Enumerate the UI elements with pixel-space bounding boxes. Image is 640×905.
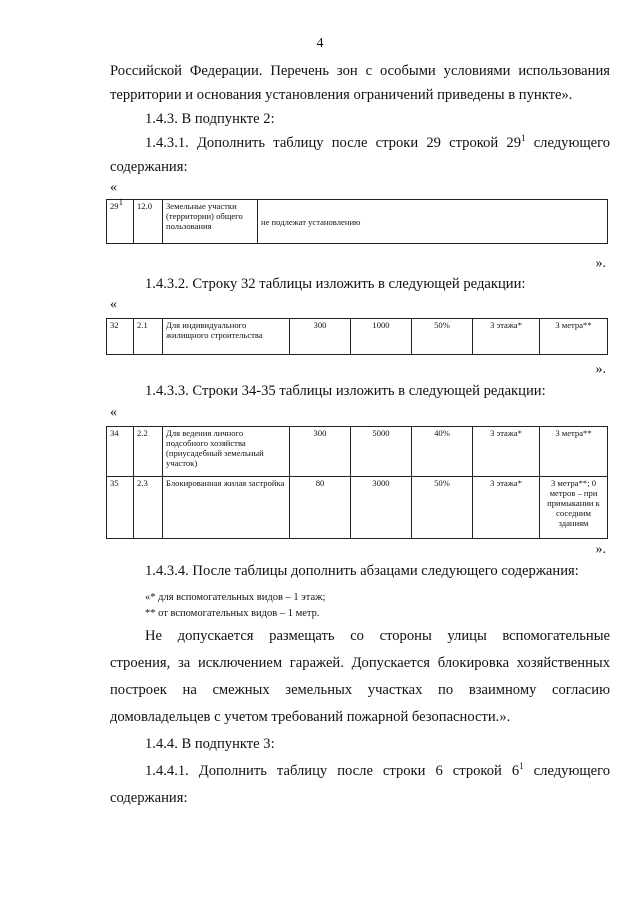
- paragraph-line: 1.4.4.1. Дополнить таблицу после строки 6 строкой $6^1$ следующего: [145, 761, 610, 779]
- table-cell-percent: 50%: [412, 477, 473, 539]
- table-cell-num: 34: [107, 427, 134, 477]
- paragraph-line: 1.4.3.1. Дополнить таблицу после строки 29 строкой $29^1$ следующего: [145, 133, 610, 151]
- quote-open: «: [110, 405, 117, 420]
- paragraph-line: Не допускается размещать со стороны улицы вспомогательные: [145, 628, 610, 644]
- table-cell-floors: 3 этажа*: [473, 477, 540, 539]
- footnote-line: ** от вспомогательных видов – 1 метр.: [145, 608, 320, 619]
- paragraph-line: домовладельцев с учетом требований пожарной безопасности.».: [110, 709, 511, 725]
- subsection-heading: 1.4.4. В подпункте 3:: [145, 736, 275, 752]
- table-cell-setback: 3 метра**: [540, 319, 608, 355]
- subsection-heading: 1.4.3. В подпункте 2:: [145, 111, 275, 127]
- footnote-line: «* для вспомогательных видов – 1 этаж;: [145, 592, 326, 603]
- paragraph-line: 1.4.3.4. После таблицы дополнить абзацами следующего содержания:: [145, 563, 579, 579]
- table-cell-percent: 50%: [412, 319, 473, 355]
- table-row-29-1: [106, 199, 608, 244]
- table-cell-max-area: 3000: [351, 477, 412, 539]
- table-cell-value: не подлежат установлению: [258, 200, 608, 244]
- table-cell-floors: 3 этажа*: [473, 427, 540, 477]
- table-cell-setback: 3 метра**; 0 метров – при примыкании к соседним зданиям: [540, 477, 608, 539]
- table-cell-name: Для ведения личного подсобного хозяйства (приусадебный земельный участок): [163, 427, 290, 477]
- table-cell-num: 32: [107, 319, 134, 355]
- table-cell-num: 35: [107, 477, 134, 539]
- paragraph-line: содержания:: [110, 790, 188, 806]
- quote-open: «: [110, 297, 117, 312]
- table-cell-code: 12.0: [134, 200, 163, 244]
- table-cell-code: 2.2: [134, 427, 163, 477]
- quote-close: ».: [595, 542, 606, 557]
- quote-open: «: [110, 180, 117, 195]
- page-number: 4: [316, 36, 324, 51]
- table-cell-name: Блокированная жилая застройка: [163, 477, 290, 539]
- table-cell-num: $29^1$: [107, 200, 134, 244]
- paragraph-line: 1.4.3.3. Строки 34-35 таблицы изложить в следующей редакции:: [145, 383, 546, 399]
- table-cell-max-area: 5000: [351, 427, 412, 477]
- paragraph-line: содержания:: [110, 159, 188, 175]
- paragraph-line: строения, за исключением гаражей. Допускается блокировка хозяйственных: [110, 655, 610, 671]
- table-row: [107, 427, 608, 477]
- table-cell-min-area: 300: [290, 319, 351, 355]
- table-cell-setback: 3 метра**: [540, 427, 608, 477]
- table-row: [107, 477, 608, 539]
- table-cell-code: 2.3: [134, 477, 163, 539]
- table-rows-34-35: [106, 426, 608, 539]
- table-cell-min-area: 80: [290, 477, 351, 539]
- table-cell-name: Для индивидуального жилищного строительства: [163, 319, 290, 355]
- table-cell-floors: 3 этажа*: [473, 319, 540, 355]
- table-cell-percent: 40%: [412, 427, 473, 477]
- paragraph-line: построек на смежных земельных участках по взаимному согласию: [110, 682, 610, 698]
- table-cell-max-area: 1000: [351, 319, 412, 355]
- table-cell-name: Земельные участки (территории) общего пользования: [163, 200, 258, 244]
- table-cell-min-area: 300: [290, 427, 351, 477]
- paragraph-line: Российской Федерации. Перечень зон с особыми условиями использования: [110, 63, 610, 79]
- table-row-32: [106, 318, 608, 355]
- paragraph-line: 1.4.3.2. Строку 32 таблицы изложить в следующей редакции:: [145, 276, 526, 292]
- quote-close: ».: [595, 256, 606, 271]
- quote-close: ».: [595, 362, 606, 377]
- paragraph-line: территории и основания установления ограничений приведены в пункте».: [110, 87, 573, 103]
- table-cell-code: 2.1: [134, 319, 163, 355]
